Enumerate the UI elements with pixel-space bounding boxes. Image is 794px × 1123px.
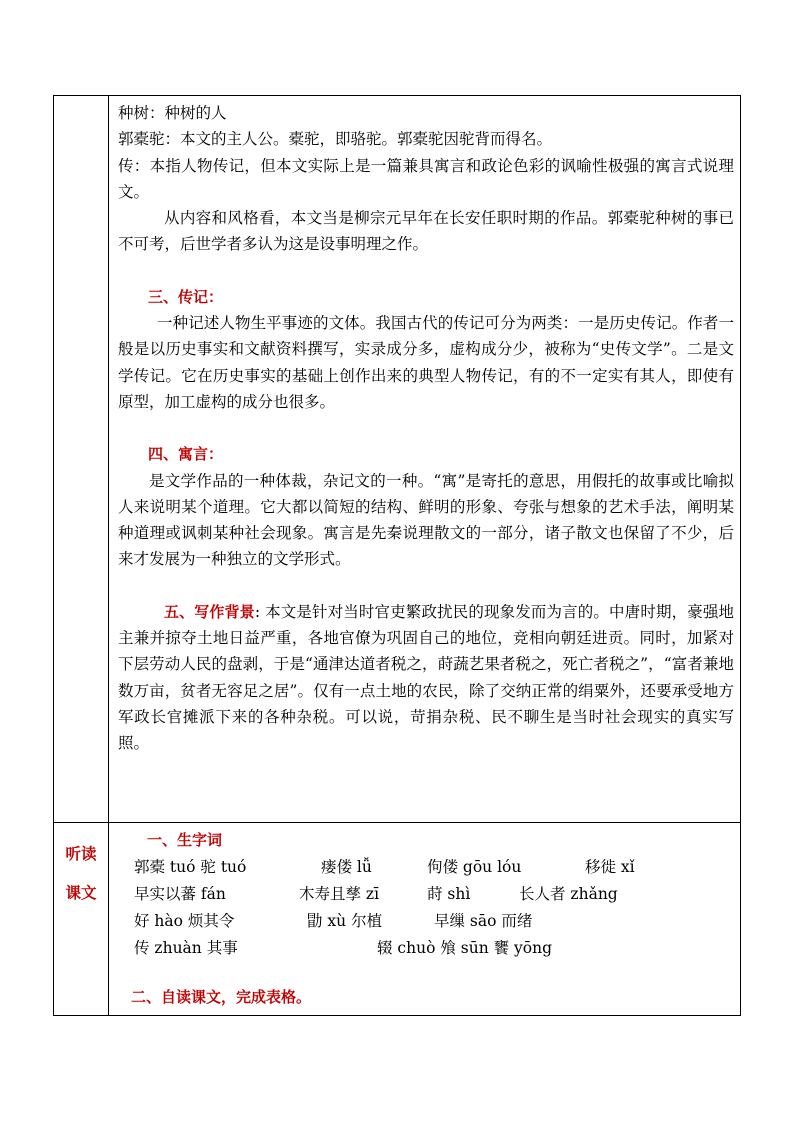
vocab-item: 长人者 zhǎng [519,884,618,903]
vocab-content [109,823,740,1011]
side-label-line-1: 听读 [65,844,97,863]
note-line-2: 郭橐驼：本文的主人公。橐驼，即骆驼。郭橐驼因驼背而得名。 [118,130,553,149]
section4-heading: 四、寓言： [148,445,224,464]
note-line-3: 传：本指人物传记，但本文实际上是一篇兼具寓言和政论色彩的讽喻性极强的寓言式说理文。 [118,156,734,201]
notes-row [54,96,741,823]
vocab-item: 瘘偻 lǚ [321,857,372,876]
vocab-row-2 [109,881,734,908]
vocab-row-3 [109,908,734,935]
section3-heading: 三、传记： [148,287,224,306]
notes-content [109,96,740,757]
vocab-row [54,822,741,1015]
vocab-heading: 一、生字词 [147,830,223,849]
vocab-item: 传 zhuàn 其事 [134,938,238,957]
section5-heading: 五、写作背景 [164,602,255,621]
lesson-table [53,95,741,1016]
side-label-cell [54,822,109,1015]
vocab-item: 木寿且孳 zī [299,884,380,903]
vocab-item: 勖 xù 尔植 [307,911,383,930]
vocab-row-4 [109,935,734,962]
notes-cell [109,96,741,823]
vocab-item: 早实以蕃 fán [134,884,226,903]
side-label [54,823,108,913]
vocab-item: 佝偻 gōu lóu [427,857,522,876]
note-line-1: 种树：种树的人 [118,104,227,122]
task-heading: 二、自读课文，完成表格。 [131,987,312,1006]
vocab-row-1 [109,854,734,881]
section4-body: 是文学作品的一种体裁，杂记文的一种。“寓”是寄托的意思，用假托的故事或比喻拟人来说明某个道理。它大都以简短的结构、鲜明的形象、夸张与想象的艺术手法，阐明某种道理或讽刺某种社会现象。寓言是先秦说理散文的一部分，诸子散文也保留了不少，后来才发展为一种独立的文学形式。 [118,471,734,569]
vocab-item: 郭橐 tuó 驼 tuó [134,857,247,876]
side-label-line-2: 课文 [65,883,97,902]
vocab-cell [109,822,741,1015]
note-paragraph: 从内容和风格看，本文当是柳宗元早年在长安任职时期的作品。郭橐驼种树的事已不可考，后世学者多认为这是设事明理之作。 [118,209,734,254]
vocab-item: 移徙 xǐ [585,857,635,876]
empty-label-cell [54,96,109,823]
vocab-item: 早缫 sāo 而绪 [434,911,533,930]
section5-body: : 本文是针对当时官吏繁政扰民的现象发而为言的。中唐时期，豪强地主兼并掠夺土地日益严重，各地官僚为巩固自己的地位，竞相向朝廷进贡。同时，加紧对下层劳动人民的盘剥，于是“通津达道者税之，莳蔬艺果者税之，死亡者税之”，“富者兼地数万亩，贫者无容足之居”。仅有一点土地的农民，除了交纳正常的绢粟外，还要承受地方军政长官摊派下来的各种杂税。可以说，苛捐杂税、民不聊生是当时社会现实的真实写照。 [118,602,734,753]
vocab-item: 好 hào 烦其令 [134,911,235,930]
vocab-item: 辍 chuò 飧 sūn 饔 yōng [377,938,553,957]
section3-body: 一种记述人物生平事迹的文体。我国古代的传记可分为两类：一是历史传记。作者一般是以历史事实和文献资料撰写，实录成分多，虚构成分少，被称为“史传文学”。二是文学传记。它在历史事实的基础上创作出来的典型人物传记，有的不一定实有其人，即使有原型，加工虚构的成分也很多。 [118,314,734,411]
section5-paragraph [118,599,734,757]
vocab-item: 莳 shì [427,884,471,903]
